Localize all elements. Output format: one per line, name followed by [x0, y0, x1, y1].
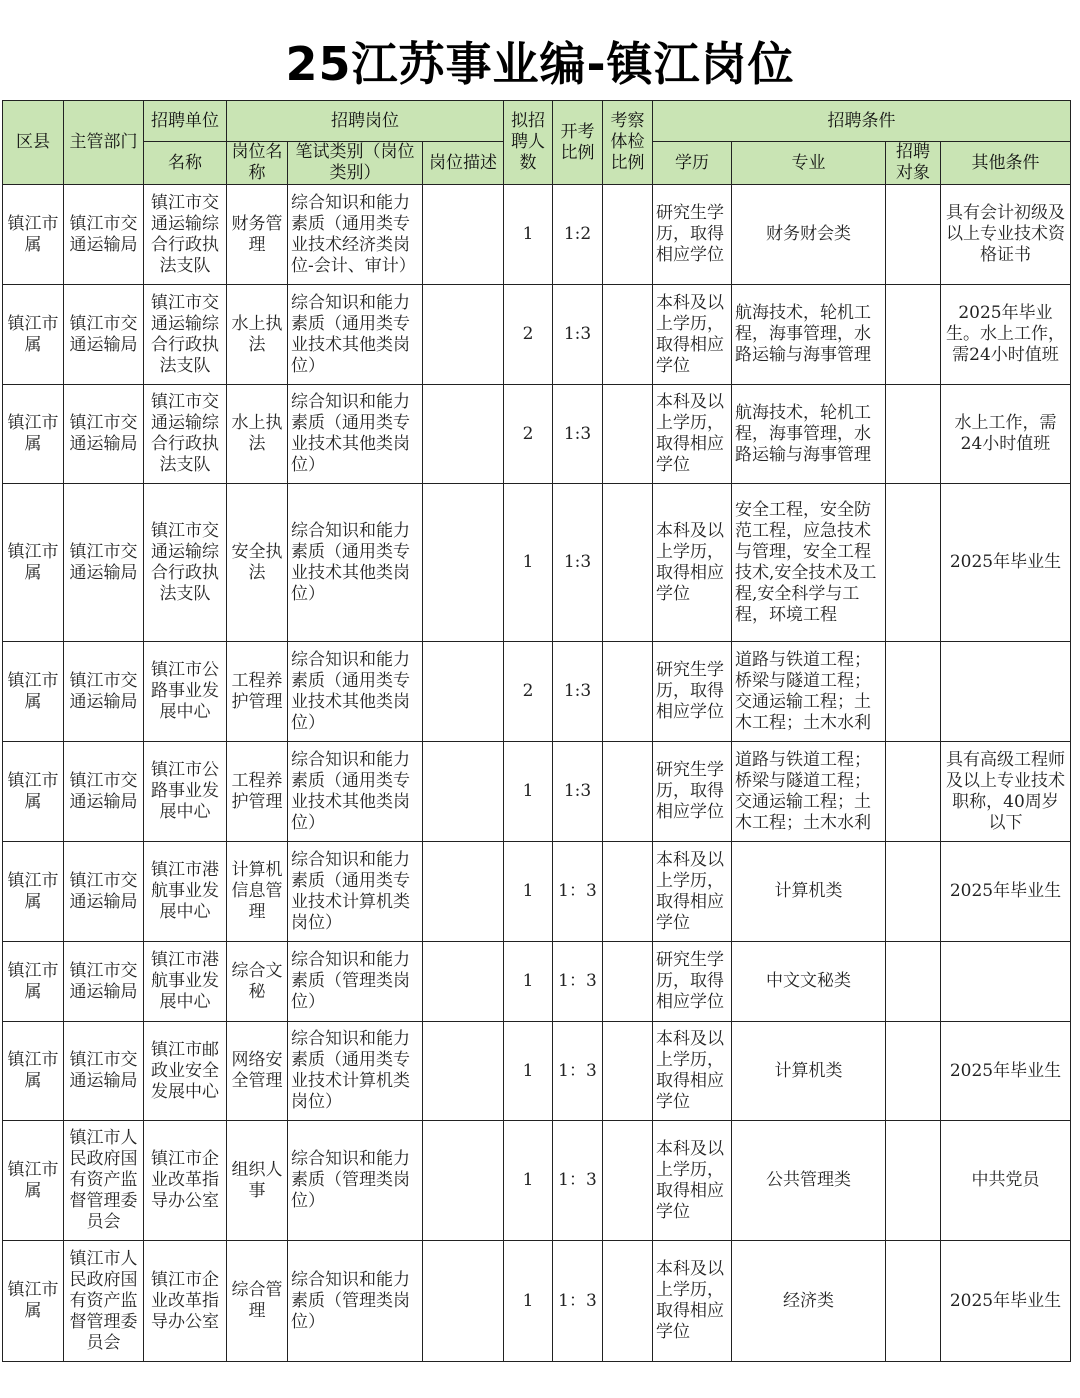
cell-exam-type: 综合知识和能力素质（通用类专业技术其他类岗位）: [288, 742, 423, 842]
cell-exam-type: 综合知识和能力素质（通用类专业技术计算机类岗位）: [288, 1022, 423, 1121]
cell-post-name: 水上执法: [227, 285, 288, 385]
cell-check-ratio: [603, 742, 653, 842]
cell-post-name: 综合管理: [227, 1241, 288, 1362]
cell-post-name: 财务管理: [227, 185, 288, 285]
cell-ratio: 1:3: [553, 742, 603, 842]
cell-ratio: 1:3: [553, 385, 603, 484]
cell-post-desc: [423, 385, 504, 484]
cell-post-desc: [423, 742, 504, 842]
cell-post-name: 综合文秘: [227, 942, 288, 1022]
cell-exam-type: 综合知识和能力素质（通用类专业技术其他类岗位）: [288, 484, 423, 642]
cell-post-name: 工程养护管理: [227, 742, 288, 842]
cell-district: 镇江市属: [3, 285, 64, 385]
cell-unit-name: 镇江市交通运输综合行政执法支队: [144, 484, 227, 642]
cell-edu: 本科及以上学历，取得相应学位: [653, 1241, 732, 1362]
cell-unit-name: 镇江市企业改革指导办公室: [144, 1121, 227, 1241]
cell-check-ratio: [603, 285, 653, 385]
cell-unit-name: 镇江市港航事业发展中心: [144, 942, 227, 1022]
cell-district: 镇江市属: [3, 942, 64, 1022]
header-post-group: 招聘岗位: [227, 101, 504, 142]
header-major: 专业: [732, 142, 886, 185]
cell-edu: 本科及以上学历，取得相应学位: [653, 1022, 732, 1121]
cell-ratio: 1：3: [553, 1121, 603, 1241]
header-other: 其他条件: [941, 142, 1071, 185]
cell-target: [886, 1121, 941, 1241]
table-row: [3, 1022, 1071, 1121]
cell-check-ratio: [603, 1022, 653, 1121]
table-row: [3, 484, 1071, 642]
cell-target: [886, 185, 941, 285]
header-edu: 学历: [653, 142, 732, 185]
cell-other: 2025年毕业生: [941, 842, 1071, 942]
cell-unit-name: 镇江市公路事业发展中心: [144, 742, 227, 842]
cell-count: 1: [504, 1121, 553, 1241]
cell-check-ratio: [603, 484, 653, 642]
cell-post-desc: [423, 285, 504, 385]
cell-target: [886, 1022, 941, 1121]
cell-edu: 本科及以上学历，取得相应学位: [653, 285, 732, 385]
cell-other: 具有会计初级及以上专业技术资格证书: [941, 185, 1071, 285]
cell-check-ratio: [603, 942, 653, 1022]
cell-check-ratio: [603, 1241, 653, 1362]
header-post-name: 岗位名称: [227, 142, 288, 185]
header-unit-name: 名称: [144, 142, 227, 185]
cell-count: 1: [504, 742, 553, 842]
cell-target: [886, 742, 941, 842]
cell-exam-type: 综合知识和能力素质（管理类岗位）: [288, 1241, 423, 1362]
cell-district: 镇江市属: [3, 1121, 64, 1241]
cell-target: [886, 942, 941, 1022]
cell-major: 安全工程，安全防范工程，应急技术与管理，安全工程技术,安全技术及工程,安全科学与工程，环境工程: [732, 484, 886, 642]
cell-exam-type: 综合知识和能力素质（管理类岗位）: [288, 942, 423, 1022]
cell-other: [941, 942, 1071, 1022]
page-title: 25江苏事业编-镇江岗位: [285, 37, 795, 91]
cell-check-ratio: [603, 642, 653, 742]
cell-other: 2025年毕业生: [941, 484, 1071, 642]
cell-ratio: 1:3: [553, 285, 603, 385]
cell-district: 镇江市属: [3, 742, 64, 842]
cell-district: 镇江市属: [3, 1022, 64, 1121]
cell-target: [886, 642, 941, 742]
cell-post-desc: [423, 1241, 504, 1362]
cell-unit-name: 镇江市公路事业发展中心: [144, 642, 227, 742]
cell-ratio: 1:2: [553, 185, 603, 285]
cell-major: 公共管理类: [732, 1121, 886, 1241]
cell-edu: 本科及以上学历，取得相应学位: [653, 1121, 732, 1241]
table-row: [3, 642, 1071, 742]
header-cond-group: 招聘条件: [653, 101, 1071, 142]
cell-major: 财务财会类: [732, 185, 886, 285]
cell-major: 计算机类: [732, 1022, 886, 1121]
cell-district: 镇江市属: [3, 185, 64, 285]
cell-count: 1: [504, 484, 553, 642]
cell-count: 1: [504, 942, 553, 1022]
header-ratio: 开考比例: [553, 101, 603, 185]
cell-dept: 镇江市交通运输局: [64, 642, 144, 742]
cell-ratio: 1:3: [553, 642, 603, 742]
cell-target: [886, 1241, 941, 1362]
cell-unit-name: 镇江市交通运输综合行政执法支队: [144, 385, 227, 484]
cell-other: 水上工作，需24小时值班: [941, 385, 1071, 484]
cell-edu: 研究生学历，取得相应学位: [653, 742, 732, 842]
table-row: [3, 1241, 1071, 1362]
cell-count: 1: [504, 1022, 553, 1121]
table-row: [3, 185, 1071, 285]
cell-unit-name: 镇江市交通运输综合行政执法支队: [144, 285, 227, 385]
cell-major: 经济类: [732, 1241, 886, 1362]
cell-district: 镇江市属: [3, 484, 64, 642]
cell-ratio: 1：3: [553, 842, 603, 942]
cell-dept: 镇江市交通运输局: [64, 185, 144, 285]
cell-unit-name: 镇江市交通运输综合行政执法支队: [144, 185, 227, 285]
cell-dept: 镇江市交通运输局: [64, 742, 144, 842]
cell-exam-type: 综合知识和能力素质（通用类专业技术计算机类岗位）: [288, 842, 423, 942]
cell-count: 2: [504, 285, 553, 385]
cell-major: 道路与铁道工程；桥梁与隧道工程；交通运输工程；土木工程；土木水利: [732, 742, 886, 842]
cell-dept: 镇江市交通运输局: [64, 285, 144, 385]
cell-post-desc: [423, 185, 504, 285]
cell-other: 2025年毕业生。水上工作，需24小时值班: [941, 285, 1071, 385]
cell-dept: 镇江市交通运输局: [64, 484, 144, 642]
table-row: [3, 742, 1071, 842]
cell-post-name: 网络安全管理: [227, 1022, 288, 1121]
cell-ratio: 1：3: [553, 1241, 603, 1362]
cell-check-ratio: [603, 1121, 653, 1241]
cell-other: 2025年毕业生: [941, 1241, 1071, 1362]
header-district: 区县: [3, 101, 64, 185]
cell-dept: 镇江市交通运输局: [64, 942, 144, 1022]
cell-dept: 镇江市交通运输局: [64, 385, 144, 484]
cell-dept: 镇江市交通运输局: [64, 1022, 144, 1121]
header-dept: 主管部门: [64, 101, 144, 185]
header-unit-group: 招聘单位: [144, 101, 227, 142]
cell-exam-type: 综合知识和能力素质（通用类专业技术经济类岗位-会计、审计）: [288, 185, 423, 285]
cell-exam-type: 综合知识和能力素质（管理类岗位）: [288, 1121, 423, 1241]
cell-district: 镇江市属: [3, 642, 64, 742]
cell-district: 镇江市属: [3, 1241, 64, 1362]
recruitment-table: [2, 100, 1071, 1362]
cell-target: [886, 285, 941, 385]
header-post-desc: 岗位描述: [423, 142, 504, 185]
cell-check-ratio: [603, 842, 653, 942]
cell-major: 计算机类: [732, 842, 886, 942]
cell-edu: 研究生学历，取得相应学位: [653, 642, 732, 742]
cell-post-name: 工程养护管理: [227, 642, 288, 742]
table-row: [3, 1121, 1071, 1241]
cell-target: [886, 484, 941, 642]
cell-exam-type: 综合知识和能力素质（通用类专业技术其他类岗位）: [288, 385, 423, 484]
cell-edu: 本科及以上学历，取得相应学位: [653, 842, 732, 942]
cell-ratio: 1:3: [553, 484, 603, 642]
header-exam-type: 笔试类别（岗位类别）: [288, 142, 423, 185]
cell-count: 1: [504, 185, 553, 285]
cell-district: 镇江市属: [3, 842, 64, 942]
cell-unit-name: 镇江市企业改革指导办公室: [144, 1241, 227, 1362]
cell-post-name: 计算机信息管理: [227, 842, 288, 942]
header-count: 拟招聘人数: [504, 101, 553, 185]
cell-dept: 镇江市人民政府国有资产监督管理委员会: [64, 1121, 144, 1241]
cell-post-desc: [423, 484, 504, 642]
cell-edu: 本科及以上学历，取得相应学位: [653, 484, 732, 642]
cell-post-name: 安全执法: [227, 484, 288, 642]
cell-post-desc: [423, 1022, 504, 1121]
cell-district: 镇江市属: [3, 385, 64, 484]
cell-major: 航海技术，轮机工程，海事管理，水路运输与海事管理: [732, 385, 886, 484]
header-check-ratio: 考察体检比例: [603, 101, 653, 185]
table-row: [3, 942, 1071, 1022]
table-row: [3, 385, 1071, 484]
cell-unit-name: 镇江市港航事业发展中心: [144, 842, 227, 942]
cell-count: 2: [504, 385, 553, 484]
cell-unit-name: 镇江市邮政业安全发展中心: [144, 1022, 227, 1121]
cell-edu: 研究生学历，取得相应学位: [653, 185, 732, 285]
cell-exam-type: 综合知识和能力素质（通用类专业技术其他类岗位）: [288, 285, 423, 385]
cell-ratio: 1：3: [553, 942, 603, 1022]
cell-count: 2: [504, 642, 553, 742]
cell-major: 中文文秘类: [732, 942, 886, 1022]
cell-dept: 镇江市人民政府国有资产监督管理委员会: [64, 1241, 144, 1362]
cell-post-desc: [423, 642, 504, 742]
cell-dept: 镇江市交通运输局: [64, 842, 144, 942]
table-row: [3, 285, 1071, 385]
cell-other: 中共党员: [941, 1121, 1071, 1241]
cell-post-name: 组织人事: [227, 1121, 288, 1241]
cell-edu: 研究生学历，取得相应学位: [653, 942, 732, 1022]
table-row: [3, 842, 1071, 942]
cell-check-ratio: [603, 185, 653, 285]
cell-count: 1: [504, 1241, 553, 1362]
cell-major: 道路与铁道工程；桥梁与隧道工程；交通运输工程；土木工程；土木水利: [732, 642, 886, 742]
cell-post-desc: [423, 842, 504, 942]
cell-post-name: 水上执法: [227, 385, 288, 484]
cell-target: [886, 385, 941, 484]
cell-other: [941, 642, 1071, 742]
cell-target: [886, 842, 941, 942]
cell-other: 2025年毕业生: [941, 1022, 1071, 1121]
cell-exam-type: 综合知识和能力素质（通用类专业技术其他类岗位）: [288, 642, 423, 742]
header-target: 招聘对象: [886, 142, 941, 185]
cell-count: 1: [504, 842, 553, 942]
cell-check-ratio: [603, 385, 653, 484]
cell-major: 航海技术，轮机工程，海事管理，水路运输与海事管理: [732, 285, 886, 385]
cell-post-desc: [423, 1121, 504, 1241]
cell-ratio: 1：3: [553, 1022, 603, 1121]
cell-other: 具有高级工程师及以上专业技术职称，40周岁以下: [941, 742, 1071, 842]
cell-post-desc: [423, 942, 504, 1022]
cell-edu: 本科及以上学历，取得相应学位: [653, 385, 732, 484]
